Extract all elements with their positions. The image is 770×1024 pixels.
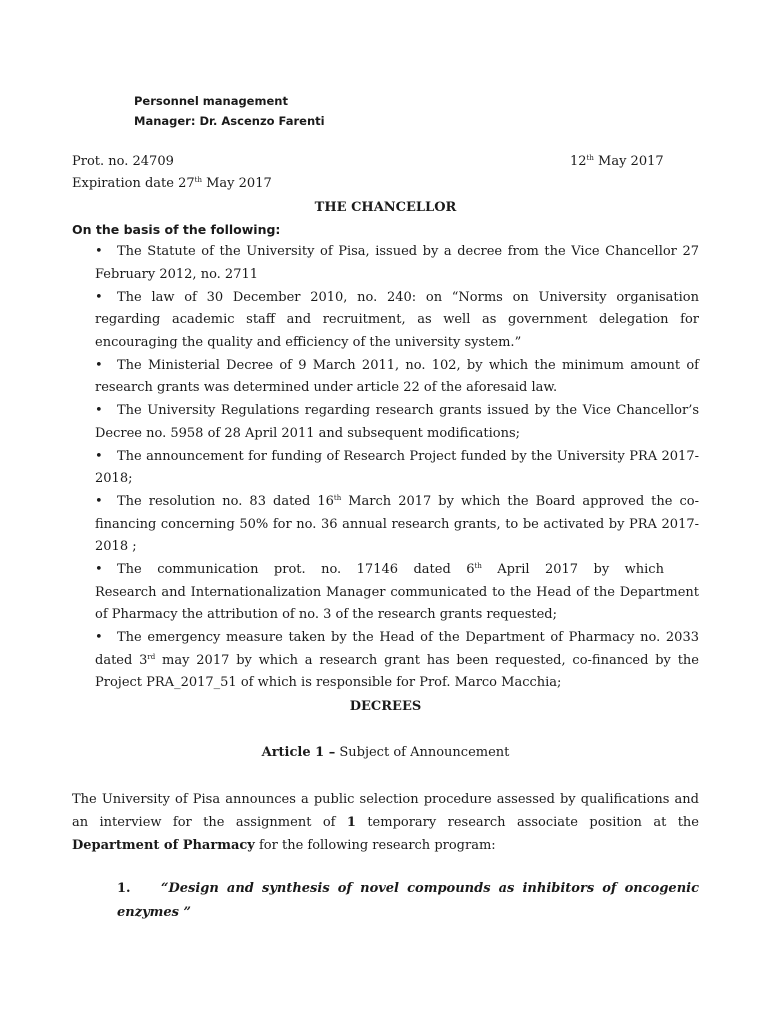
protocol-number: Prot. no. 24709 bbox=[72, 154, 174, 169]
document-date: 12th May 2017 bbox=[570, 154, 664, 169]
office-name: Personnel management bbox=[134, 94, 288, 108]
office-header bbox=[134, 91, 325, 131]
decrees-heading: DECREES bbox=[349, 699, 422, 714]
expiration-date: Expiration date 27th May 2017 bbox=[72, 176, 272, 191]
basis-heading: On the basis of the following: bbox=[72, 222, 281, 237]
research-program bbox=[117, 877, 699, 925]
chancellor-heading: THE CHANCELLOR bbox=[314, 200, 457, 215]
list-item: • The emergency measure taken by the Head of the Department of Pharmacy no. 2033 dated 3rd may 2017 by which a research grant has been requested, co-financed by the Project PRA_2017_51 of which is responsible for Prof. Marco Macchia; bbox=[95, 627, 699, 695]
article-heading: Article 1 – Subject of Announcement bbox=[261, 745, 510, 760]
list-item: • The University Regulations regarding research grants issued by the Vice Chancellor’s Decree no. 5958 of 28 April 2011 and subsequent modifications; bbox=[95, 400, 699, 445]
list-item: • The resolution no. 83 dated 16th March 2017 by which the Board approved the co-financing concerning 50% for no. 36 annual research grants, to be activated by PRA 2017-2018 ; bbox=[95, 491, 699, 559]
bullet-icon: • bbox=[95, 403, 103, 418]
bullet-icon: • bbox=[95, 448, 103, 464]
bullet-icon: • bbox=[95, 357, 103, 373]
bullet-icon: • bbox=[95, 630, 103, 645]
list-item: • The law of 30 December 2010, no. 240: on “Norms on University organisation regarding academic staff and recruitment, as well as government delegation for encouraging the quality and efficiency of the university system.” bbox=[95, 287, 699, 355]
list-item: • The Statute of the University of Pisa, issued by a decree from the Vice Chancellor 27 February 2012, no. 2711 bbox=[95, 241, 699, 286]
bullet-icon: • bbox=[95, 562, 103, 577]
office-manager: Manager: Dr. Ascenzo Farenti bbox=[134, 114, 325, 128]
bullet-icon: • bbox=[95, 494, 103, 509]
program-title: “Design and synthesis of novel compounds as inhibitors of oncogenic enzymes ” bbox=[117, 881, 699, 920]
list-item: • The Ministerial Decree of 9 March 2011, no. 102, by which the minimum amount of research grants was determined under article 22 of the aforesaid law. bbox=[95, 355, 699, 400]
program-number: 1. bbox=[117, 881, 131, 896]
bullet-icon: • bbox=[95, 244, 103, 259]
list-item: • The announcement for funding of Research Project funded by the University PRA 2017-2018; bbox=[95, 446, 699, 491]
premises-list bbox=[95, 241, 699, 695]
list-item: • The communication prot. no. 17146 dated 6th April 2017 by which Research and Internationalization Manager communicated to the Head of the Department of Pharmacy the attribution of no. 3 of the research grants requested; bbox=[95, 559, 699, 627]
announcement-paragraph: The University of Pisa announces a public selection procedure assessed by qualifications and an interview for the assignment of 1 temporary research associate position at the Department of Pharmacy for the following research program: bbox=[72, 792, 699, 853]
bullet-icon: • bbox=[95, 289, 103, 305]
